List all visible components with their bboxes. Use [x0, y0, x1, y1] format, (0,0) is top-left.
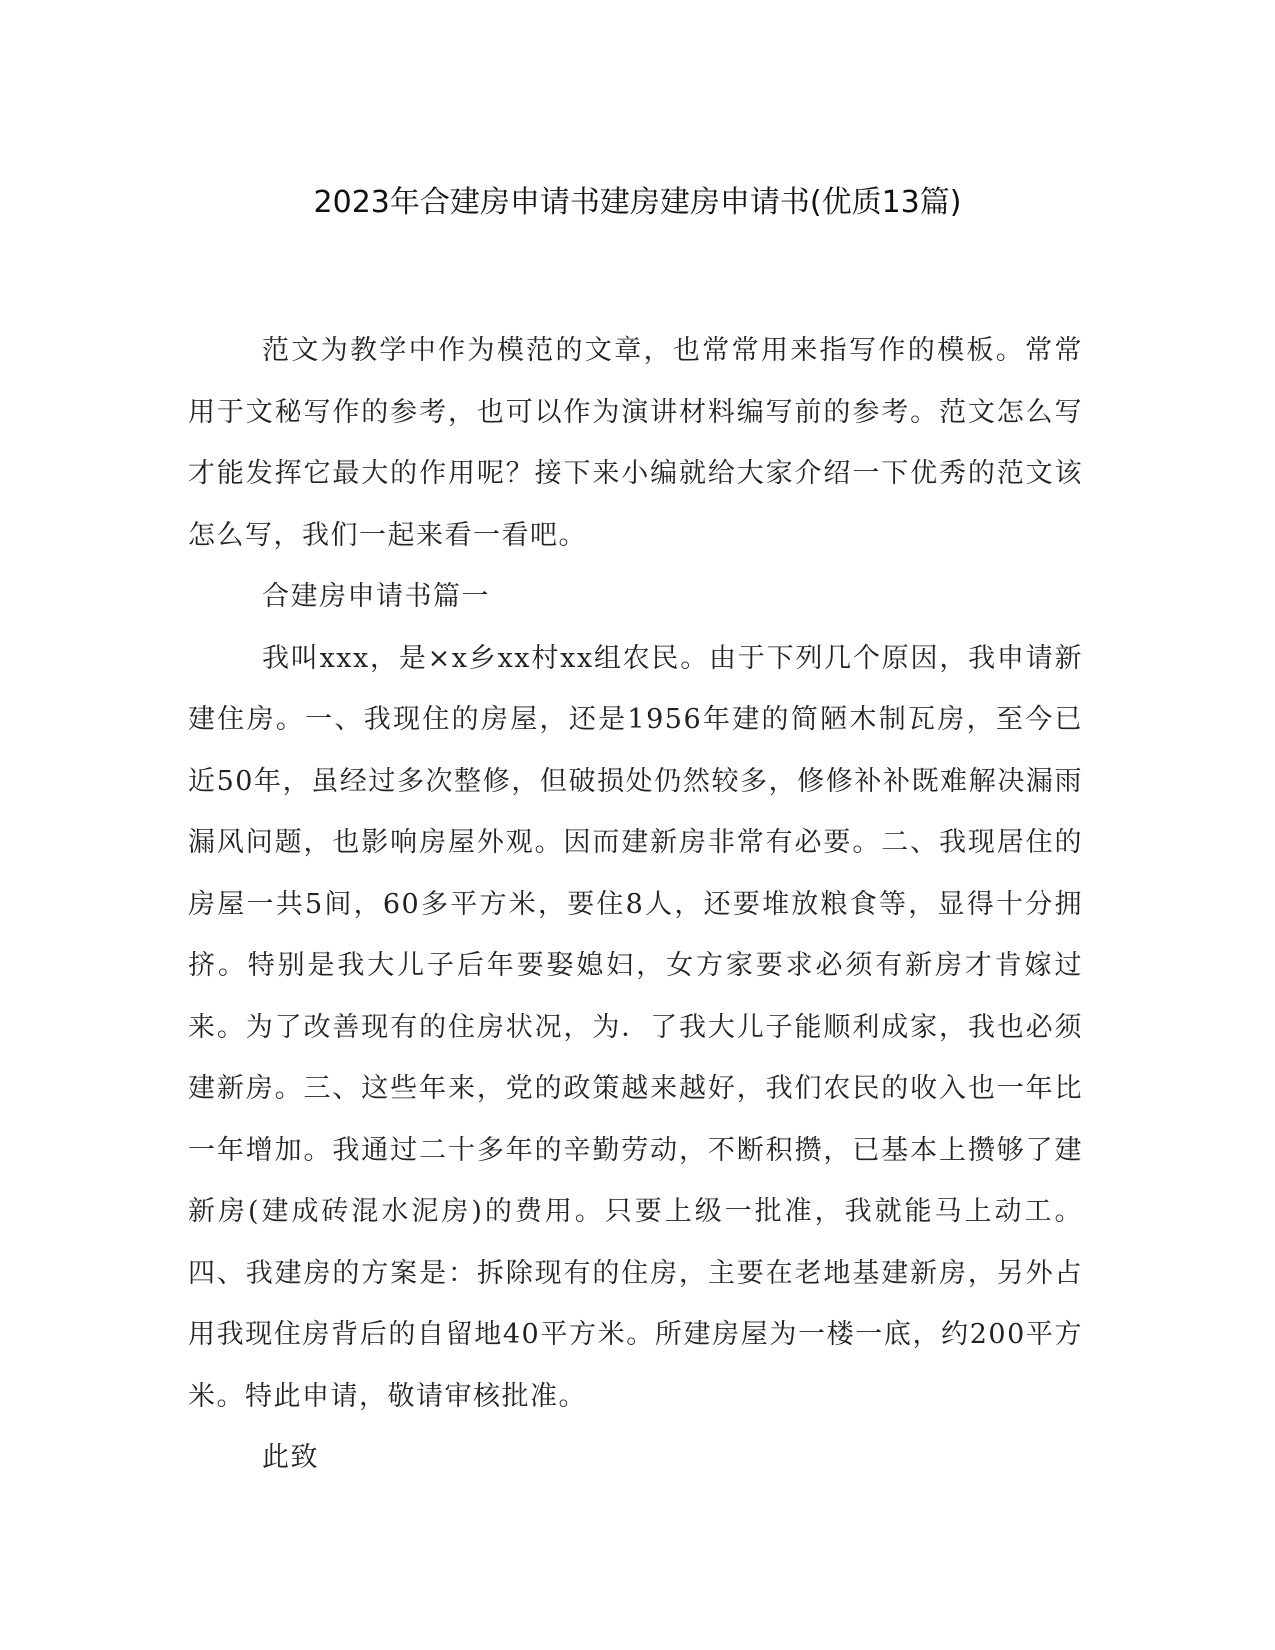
document-body: [188, 320, 1083, 1489]
section-heading: 合建房申请书篇一: [262, 581, 490, 612]
application-paragraph: 我叫xxx，是×x乡xx村xx组农民。由于下列几个原因，我申请新建住房。一、我现住的房屋，还是1956年建的简陋木制瓦房，至今已近50年，虽经过多次整修，但破损处仍然较多，修修补补既难解决漏雨漏风问题，也影响房屋外观。因而建新房非常有必要。二、我现居住的房屋一共5间，60多平方米，要住8人，还要堆放粮食等，显得十分拥挤。特别是我大儿子后年要娶媳妇，女方家要求必须有新房才肯嫁过来。为了改善现有的住房状况，为．了我大儿子能顺利成家，我也必须建新房。三、这些年来，党的政策越来越好，我们农民的收入也一年比一年增加。我通过二十多年的辛勤劳动，不断积攒，已基本上攒够了建新房(建成砖混水泥房)的费用。只要上级一批准，我就能马上动工。四、我建房的方案是：拆除现有的住房，主要在老地基建新房，另外占用我现住房背后的自留地40平方米。所建房屋为一楼一底，约200平方米。特此申请，敬请审核批准。: [188, 642, 1083, 1412]
document-title: 2023年合建房申请书建房建房申请书(优质13篇): [313, 185, 962, 220]
closing-salutation: 此致: [262, 1442, 319, 1473]
intro-paragraph: 范文为教学中作为模范的文章，也常常用来指写作的模板。常常用于文秘写作的参考，也可以作为演讲材料编写前的参考。范文怎么写才能发挥它最大的作用呢？接下来小编就给大家介绍一下优秀的范文该怎么写，我们一起来看一看吧。: [188, 335, 1083, 551]
